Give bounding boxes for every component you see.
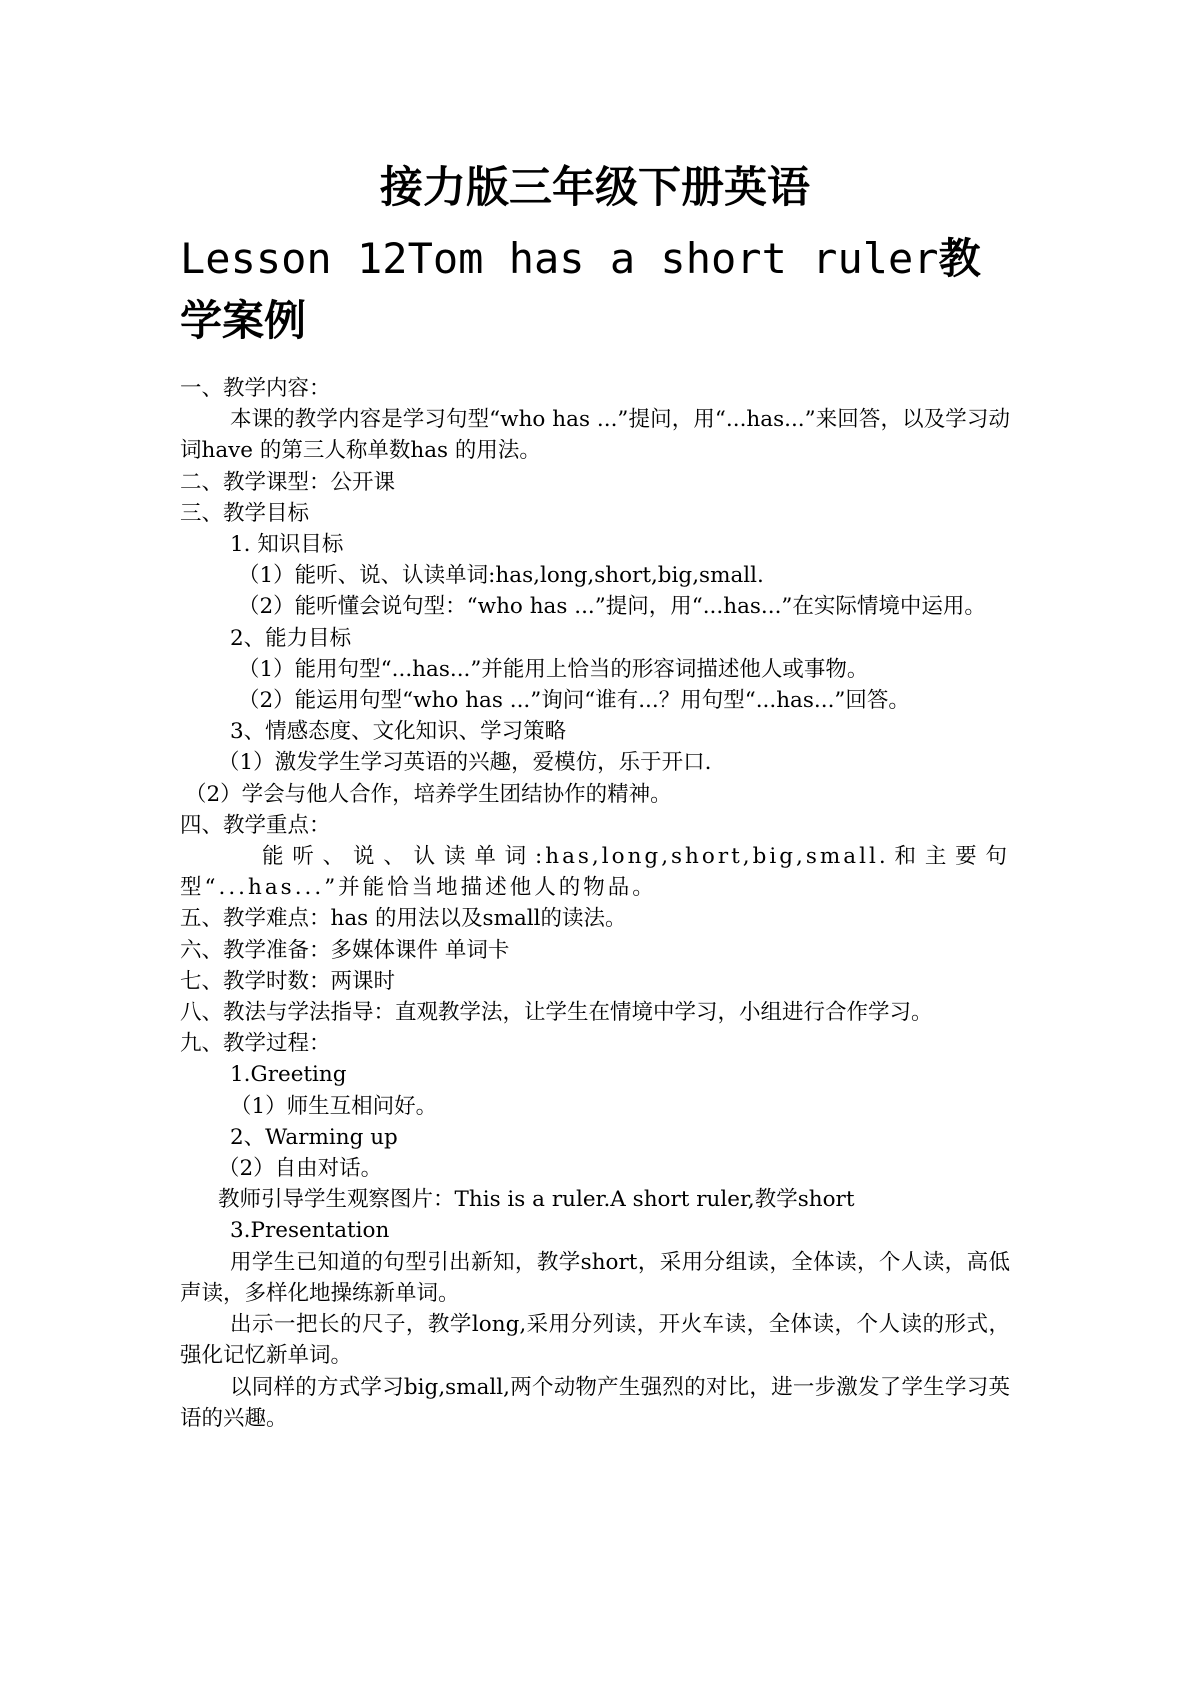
paragraph: 以同样的方式学习big,small,两个动物产生强烈的对比，进一步激发了学生学习英语的兴趣。: [180, 1374, 1010, 1431]
list-item: （1）师生互相问好。: [230, 1093, 438, 1119]
paragraph: 能听、说、认读单词:has,long,short,big,small.和主要句型“...has...”并能恰当地描述他人的物品。: [180, 844, 1010, 901]
list-item: （2）学会与他人合作，培养学生团结协作的精神。: [185, 781, 672, 807]
section-heading: 八、教法与学法指导：直观教学法，让学生在情境中学习，小组进行合作学习。: [180, 1000, 933, 1026]
subtitle-chinese: 教学案例: [180, 234, 981, 345]
section-heading: 七、教学时数：两课时: [180, 968, 396, 994]
list-item: （2）自由对话。: [218, 1156, 383, 1182]
sub-heading: 3、情感态度、文化知识、学习策略: [230, 719, 567, 745]
section-heading: 四、教学重点：: [180, 812, 331, 838]
document-body: [180, 373, 1010, 1434]
sub-heading: 2、能力目标: [230, 625, 352, 651]
section-heading: 三、教学目标: [180, 500, 310, 526]
list-item: （1）能用句型“...has...”并能用上恰当的形容词描述他人或事物。: [238, 656, 869, 682]
paragraph: 用学生已知道的句型引出新知，教学short，采用分组读，全体读，个人读，高低声读，多样化地操练新单词。: [180, 1249, 1010, 1306]
section-heading: 九、教学过程：: [180, 1031, 331, 1057]
paragraph: 出示一把长的尺子，教学long,采用分列读，开火车读，全体读，个人读的形式，强化记忆新单词。: [180, 1312, 1010, 1369]
list-item: （1）激发学生学习英语的兴趣，爱模仿，乐于开口.: [218, 750, 712, 776]
list-item: （2）能听懂会说句型：“who has ...”提问，用“...has...”在实际情境中运用。: [238, 594, 986, 620]
list-item: （1）能听、说、认读单词:has,long,short,big,small.: [238, 563, 764, 589]
section-heading: 五、教学难点：has 的用法以及small的读法。: [180, 906, 627, 932]
section-heading: 六、教学准备：多媒体课件 单词卡: [180, 937, 510, 963]
sub-heading: 2、Warming up: [230, 1124, 398, 1150]
sub-heading: 3.Presentation: [230, 1218, 390, 1244]
sub-heading: 1. 知识目标: [230, 532, 344, 558]
section-heading: 二、教学课型：公开课: [180, 469, 396, 495]
paragraph: 本课的教学内容是学习句型“who has ...”提问，用“...has...”来回答，以及学习动词have 的第三人称单数has 的用法。: [180, 407, 1010, 464]
subtitle-english: Lesson 12Tom has a short ruler: [180, 234, 939, 283]
document-title: 接力版三年级下册英语: [380, 163, 810, 213]
sub-heading: 1.Greeting: [230, 1062, 347, 1088]
section-heading: 一、教学内容：: [180, 376, 331, 401]
document-subtitle: [180, 228, 1010, 352]
list-item: （2）能运用句型“who has ...”询问“谁有...？用句型“...has...”回答。: [238, 688, 910, 714]
paragraph: 教师引导学生观察图片：This is a ruler.A short ruler,教学short: [218, 1187, 855, 1213]
